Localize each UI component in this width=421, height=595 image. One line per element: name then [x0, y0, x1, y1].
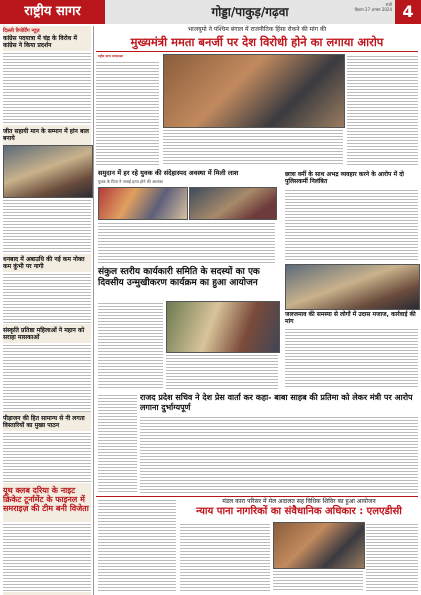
newspaper-brand: राष्ट्रीय सागर: [0, 0, 105, 24]
lead-headline: मुख्यमंत्री ममता बनर्जी पर देश विरोधी होने का लगाया आरोप: [130, 35, 384, 49]
lead-rule: [96, 51, 418, 52]
dateline-city: रांची: [385, 2, 392, 7]
story2-body: [98, 221, 275, 265]
story7-photo: [273, 522, 365, 569]
story7-headline: न्याय पाना नागरिकों का संवैधानिक अधिकार : एलएडीसी: [196, 506, 402, 517]
left-story2-body: [3, 198, 91, 254]
page-number: 4: [395, 0, 421, 24]
section-title: गोड्डा/पाकुड़/गढ़वा: [105, 0, 395, 24]
lead-byline: राष्ट्रीय सागर संवाददाता: [98, 54, 124, 58]
story3-body: [285, 188, 418, 262]
lead-photo: [163, 54, 345, 128]
left-story3-body: [3, 272, 91, 324]
story7-body: [180, 522, 270, 592]
story5-photo: [285, 264, 420, 310]
left-story6-body: [3, 522, 91, 592]
story7-body-3: [366, 522, 418, 592]
story5-headline: जलजमाव की समस्या से लोगों में उदास मजाज, कार्रवाई की मांग: [285, 311, 416, 325]
column-divider: [93, 26, 94, 595]
story4-headline: संकुल स्तरीय कार्यकारी समिति के सदस्यों का एक दिवसीय उन्मुखीकरण कार्यक्रम का हुआ आयोजन: [98, 267, 260, 288]
left-story5-headline: पीड़ाजन की हित सामान्य से नी लगता विस्तारियों का मुख्य पाठन: [3, 415, 85, 429]
lead-body-col2: [163, 128, 343, 165]
story2-subhead: युवक के पिता ने जताई हत्या होने की आशंका: [98, 179, 163, 184]
story6-body: [140, 415, 418, 493]
lead-body-col3: [347, 54, 418, 165]
left-story3-headline: धनबाद में अबाउधि की नई कम नोक्त कम कुंभी पर नागी: [3, 256, 85, 270]
dateline: [330, 2, 392, 12]
lead-body-col1: [96, 60, 159, 165]
story7-rule: [96, 496, 418, 497]
story6-side-body: [98, 393, 137, 493]
story2-headline: समुदान में हर रहे युवक की संदेहास्पद अवस्था में मिली लाश: [98, 169, 239, 177]
left-story1-body: [3, 51, 91, 125]
story6-headline: राजद प्रदेश सचिव ने देश प्रेस वार्ता कर कहा- बाबा साहब की प्रतिमा को लेकर मंत्री पर आरोप लगाना दुर्भाग्यपूर्ण: [140, 393, 413, 412]
left-story4-body: [3, 343, 91, 412]
story2-photo-1: [98, 187, 188, 220]
story4-photo: [166, 301, 280, 353]
dateline-date: बिज्ञान 27 अगस्त 2024: [354, 7, 392, 12]
left-story6-headline: यूथ क्लब दरिया के नाइट क्रिकेट टूर्नामेंट के फाइनल में समराइज़ की टीम बनी विजेता: [3, 486, 89, 513]
story7-deck: मंडल कारा परिसर में मेल अदालत सह विधिक शिविर का हुआ आयोजन: [222, 498, 376, 505]
story5-body: [285, 327, 418, 389]
story4-body-2: [166, 353, 278, 389]
left-story2-headline: जीत सहायी मान के सम्मान में हांन बाल बनाये: [3, 128, 89, 142]
story7-side-body: [98, 498, 176, 592]
left-story1-headline: कांग्रेस पदयात्रा में चंद्र के विरोध में कांग्रेस ने किया प्रदर्शन: [3, 35, 77, 49]
left-story5-body: [3, 431, 91, 483]
left-story2-photo: [3, 145, 93, 198]
story4-body: [98, 301, 163, 389]
left-story4-headline: संस्कृति प्रतिष्ठा महिलाओं ने महान को सराहा मासकाओं: [3, 327, 85, 341]
story2-photo-2: [189, 187, 277, 220]
story3-headline: छात्रा वर्मी के साथ अभद्र व्यवहार करने के आरोप में दो पुलिसकर्मी निलंबित: [285, 171, 404, 185]
story7-body-2: [273, 569, 363, 592]
left-kicker: दिल्ली रिपोर्टिंग न्यूज़: [3, 28, 40, 34]
lead-deck: भाजयुमो ने पश्चिम बंगाल में राजनीतिक हिंसा रोकने की मांग की: [187, 26, 327, 33]
